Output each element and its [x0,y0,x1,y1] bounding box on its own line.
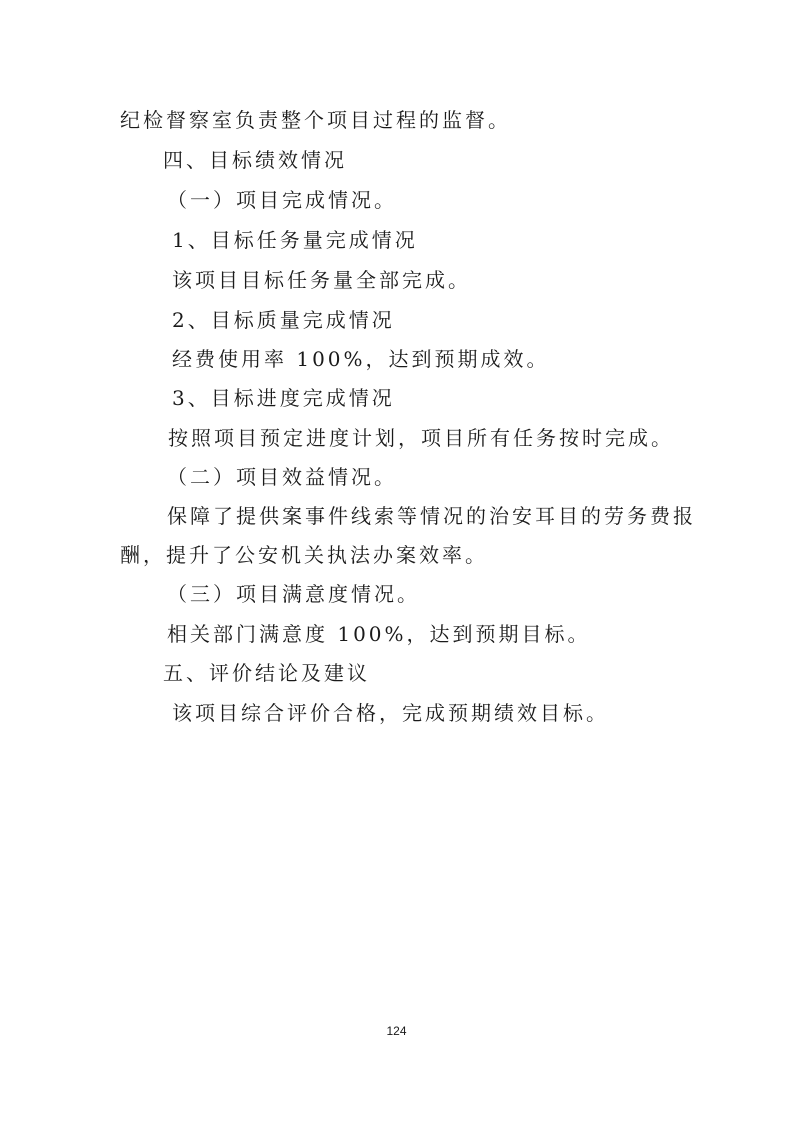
section-heading-5: 五、评价结论及建议 [163,661,370,685]
item-heading-1: 1、目标任务量完成情况 [172,228,418,252]
page-number: 124 [386,1024,407,1038]
section-heading-4: 四、目标绩效情况 [163,148,347,172]
item-heading-2: 2、目标质量完成情况 [172,308,395,332]
paragraph-line: 纪检督察室负责整个项目过程的监督。 [120,108,511,132]
paragraph-line: 保障了提供案事件线索等情况的治安耳目的劳务费报 [167,504,696,528]
paragraph-line: 相关部门满意度 100%，达到预期目标。 [167,622,591,646]
paragraph-line: 按照项目预定进度计划，项目所有任务按时完成。 [168,426,674,450]
paragraph-line: 酬，提升了公安机关执法办案效率。 [120,543,488,567]
paragraph-line: 该项目目标任务量全部完成。 [172,268,471,292]
paragraph-line: 经费使用率 100%，达到预期成效。 [172,347,550,371]
subsection-heading-2: （二）项目效益情况。 [167,465,397,489]
paragraph-line: 该项目综合评价合格，完成预期绩效目标。 [172,701,609,725]
item-heading-3: 3、目标进度完成情况 [172,386,395,410]
subsection-heading-3: （三）项目满意度情况。 [167,582,420,606]
subsection-heading-1: （一）项目完成情况。 [167,188,397,212]
